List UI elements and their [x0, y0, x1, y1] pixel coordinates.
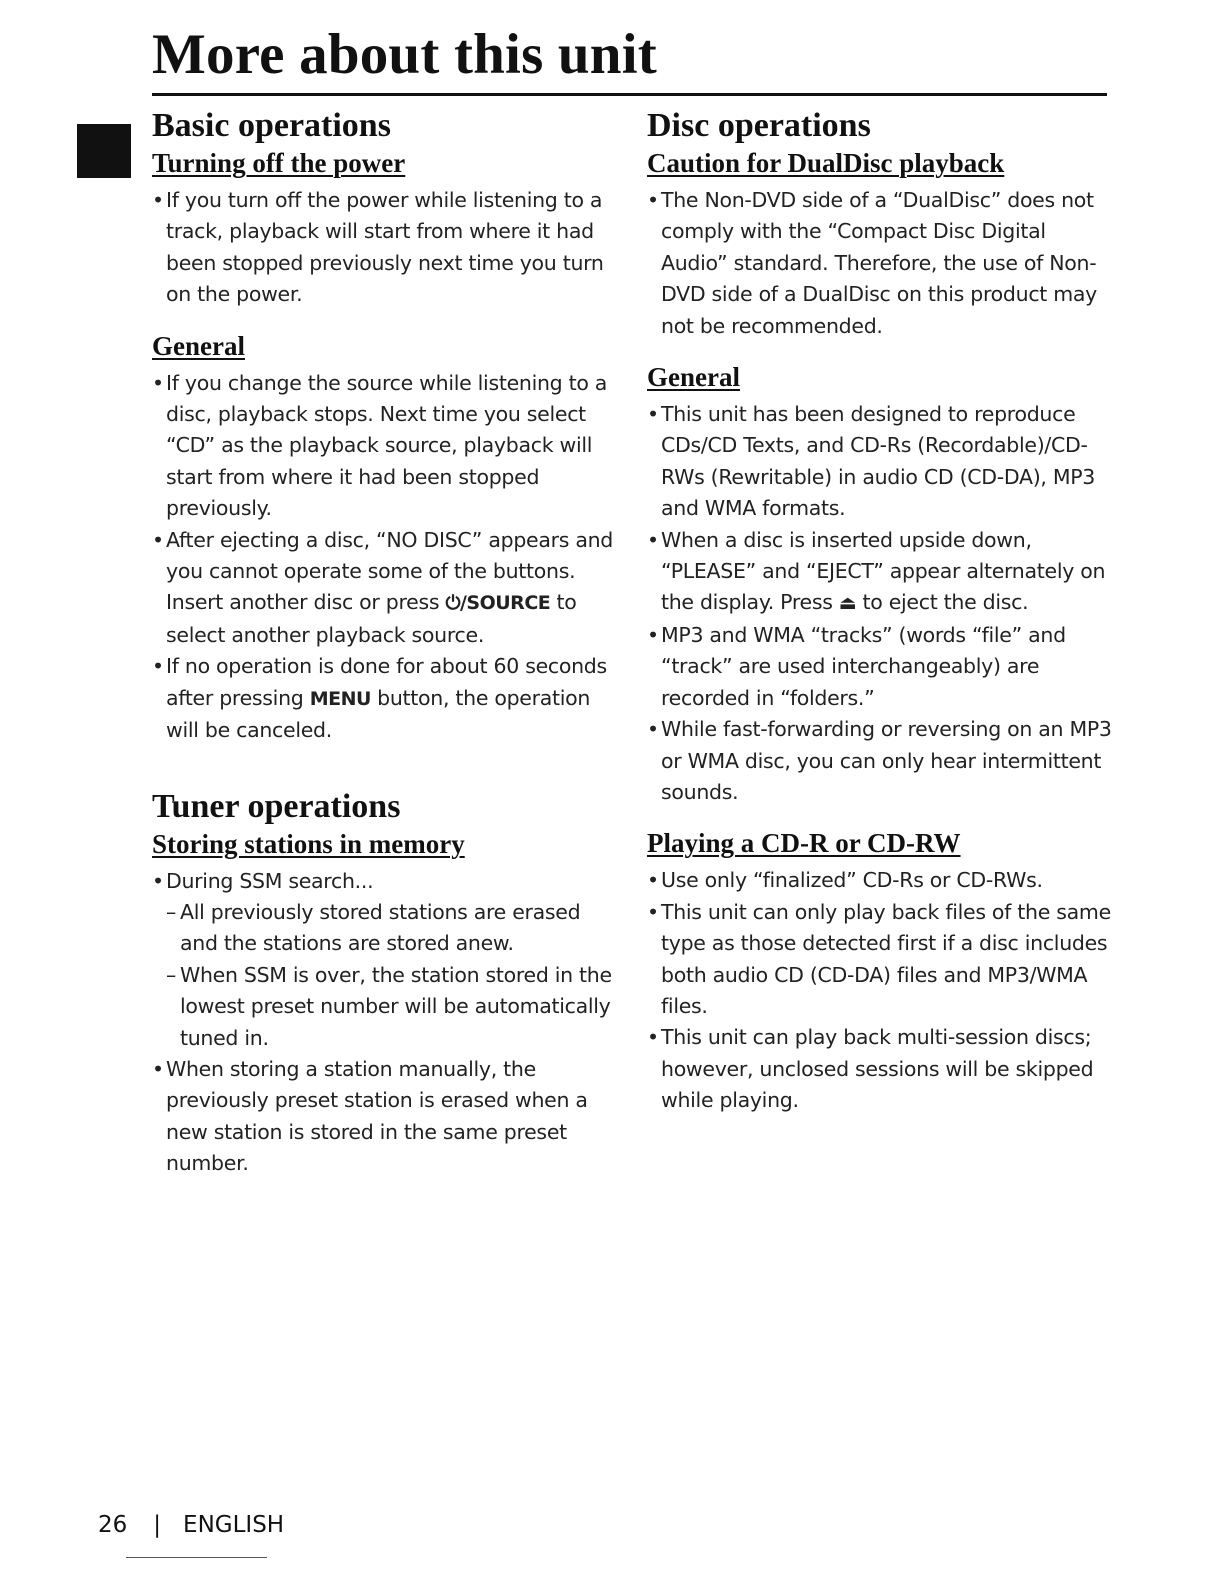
storing-stations-heading: Storing stations in memory [152, 828, 465, 859]
turning-off-power-heading: Turning off the power [152, 148, 406, 178]
section-tab-marker [77, 124, 131, 178]
turning-off-power-list [152, 185, 617, 311]
eject-key-icon: ⏏ [838, 592, 857, 615]
basic-general-heading: General [152, 330, 245, 361]
disc-operations-heading: Disc operations [647, 107, 871, 144]
list-item: • Use only “finalized” CD-Rs or CD-RWs. [647, 865, 1112, 896]
list-item: • This unit can play back multi-session discs; however, unclosed sessions will be skipped while playing. [647, 1022, 1112, 1116]
basic-general-list [152, 368, 617, 747]
list-item: • This unit can only play back files of the same type as those detected first if a disc includes both audio CD (CD-DA) files and MP3/WMA files. [647, 897, 1112, 1023]
list-item: • When storing a station manually, the previously preset station is erased when a new station is stored in the same preset number. [152, 1054, 617, 1180]
dualdisc-caution-list [647, 185, 1112, 342]
list-item: • After ejecting a disc, “NO DISC” appears and you cannot operate some of the buttons. Insert another disc or press ⏻/SOURCE to select another playback source. [152, 525, 617, 652]
storing-stations-list [152, 866, 617, 1180]
footer-rule [126, 1557, 267, 1558]
tuner-operations-heading: Tuner operations [152, 787, 401, 825]
page-footer [98, 1512, 284, 1538]
disc-general-list [647, 399, 1112, 808]
power-source-key: ⏻/SOURCE [445, 592, 551, 615]
list-item: • This unit has been designed to reproduce CDs/CD Texts, and CD-Rs (Recordable)/CD-RWs (Rewritable) in audio CD (CD-DA), MP3 and WMA formats. [647, 399, 1112, 525]
cdr-cdrw-heading: Playing a CD-R or CD-RW [647, 828, 961, 859]
footer-language: ENGLISH [183, 1512, 285, 1538]
right-column [647, 104, 1112, 1117]
sub-list-item: – When SSM is over, the station stored in the lowest preset number will be automatically tuned in. [166, 960, 617, 1054]
menu-key: MENU [309, 687, 371, 710]
list-item: • If no operation is done for about 60 seconds after pressing MENU button, the operation will be canceled. [152, 651, 617, 746]
list-item: • During SSM search... – All previously stored stations are erased and the stations are stored anew. – When SSM is over, the station stored in the lowest preset number will be automatically tuned in. [152, 866, 617, 1054]
sub-list-item: – All previously stored stations are erased and the stations are stored anew. [166, 897, 617, 960]
list-item: • If you turn off the power while listening to a track, playback will start from where it had been stopped previously next time you turn on the power. [152, 185, 617, 311]
ssm-sublist [166, 897, 617, 1054]
footer-separator: | [153, 1512, 162, 1538]
page-title: More about this unit [152, 23, 657, 86]
list-item: • When a disc is inserted upside down, “PLEASE” and “EJECT” appear alternately on the display. Press ⏏ to eject the disc. [647, 525, 1112, 620]
left-column [152, 104, 617, 1180]
title-rule [152, 93, 1107, 96]
disc-general-heading: General [647, 362, 740, 393]
dualdisc-caution-heading: Caution for DualDisc playback [647, 148, 1005, 178]
list-item: • While fast-forwarding or reversing on an MP3 or WMA disc, you can only hear intermittent sounds. [647, 714, 1112, 808]
list-item: • The Non-DVD side of a “DualDisc” does not comply with the “Compact Disc Digital Audio” standard. Therefore, the use of Non-DVD side of a DualDisc on this product may not be recommended. [647, 185, 1112, 342]
list-item: • If you change the source while listening to a disc, playback stops. Next time you select “CD” as the playback source, playback will start from where it had been stopped previously. [152, 368, 617, 525]
basic-operations-heading: Basic operations [152, 107, 391, 144]
list-item: • MP3 and WMA “tracks” (words “file” and “track” are used interchangeably) are recorded in “folders.” [647, 620, 1112, 714]
page-number: 26 [98, 1512, 128, 1538]
cdr-cdrw-list [647, 865, 1112, 1116]
